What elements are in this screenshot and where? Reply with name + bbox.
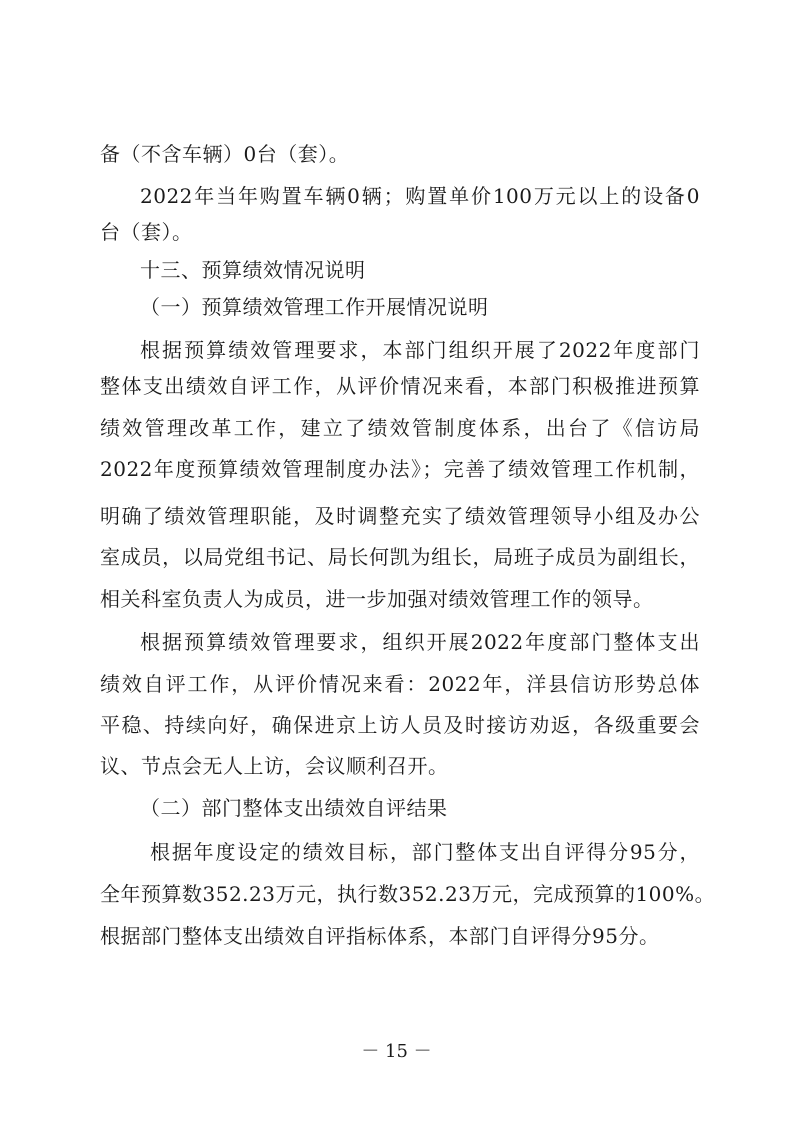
text-line: 绩效管理改革工作，建立了绩效管制度体系，出台了《信访局 — [100, 416, 700, 440]
section-heading: 十三、预算绩效情况说明 — [140, 258, 366, 282]
subsection-heading: （一）预算绩效管理工作开展情况说明 — [140, 295, 489, 319]
text-line: 根据预算绩效管理要求，组织开展2022年度部门整体支出 — [140, 630, 700, 654]
text-line: 台（套）。 — [100, 220, 193, 244]
text-line: 室成员，以局党组书记、局长何凯为组长，局班子成员为副组长， — [100, 545, 700, 569]
text-line: 根据年度设定的绩效目标，部门整体支出自评得分95分， — [150, 840, 700, 864]
subsection-heading: （二）部门整体支出绩效自评结果 — [140, 796, 448, 820]
text-line: 根据部门整体支出绩效自评指标体系，本部门自评得分95分。 — [100, 924, 660, 948]
text-line: 明确了绩效管理职能，及时调整充实了绩效管理领导小组及办公 — [100, 504, 700, 528]
text-line: 平稳、持续向好，确保进京上访人员及时接访劝返，各级重要会 — [100, 713, 700, 737]
text-line: 2022年度预算绩效管理制度办法》；完善了绩效管理工作机制， — [100, 457, 700, 481]
text-line: 全年预算数352.23万元，执行数352.23万元，完成预算的100%。 — [100, 882, 716, 906]
text-line: 绩效自评工作，从评价情况来看：2022年，洋县信访形势总体 — [100, 672, 700, 696]
text-line: 根据预算绩效管理要求，本部门组织开展了2022年度部门 — [140, 338, 700, 362]
text-line: 整体支出绩效自评工作，从评价情况来看，本部门积极推进预算 — [100, 374, 700, 398]
text-line: 备（不含车辆）0台（套）。 — [100, 142, 350, 166]
text-line: 议、节点会无人上访，会议顺利召开。 — [100, 754, 449, 778]
text-line: 2022年当年购置车辆0辆；购置单价100万元以上的设备0 — [140, 184, 700, 208]
text-line: 相关科室负责人为成员，进一步加强对绩效管理工作的领导。 — [100, 587, 654, 611]
page-number: － 15 － — [361, 1041, 432, 1062]
